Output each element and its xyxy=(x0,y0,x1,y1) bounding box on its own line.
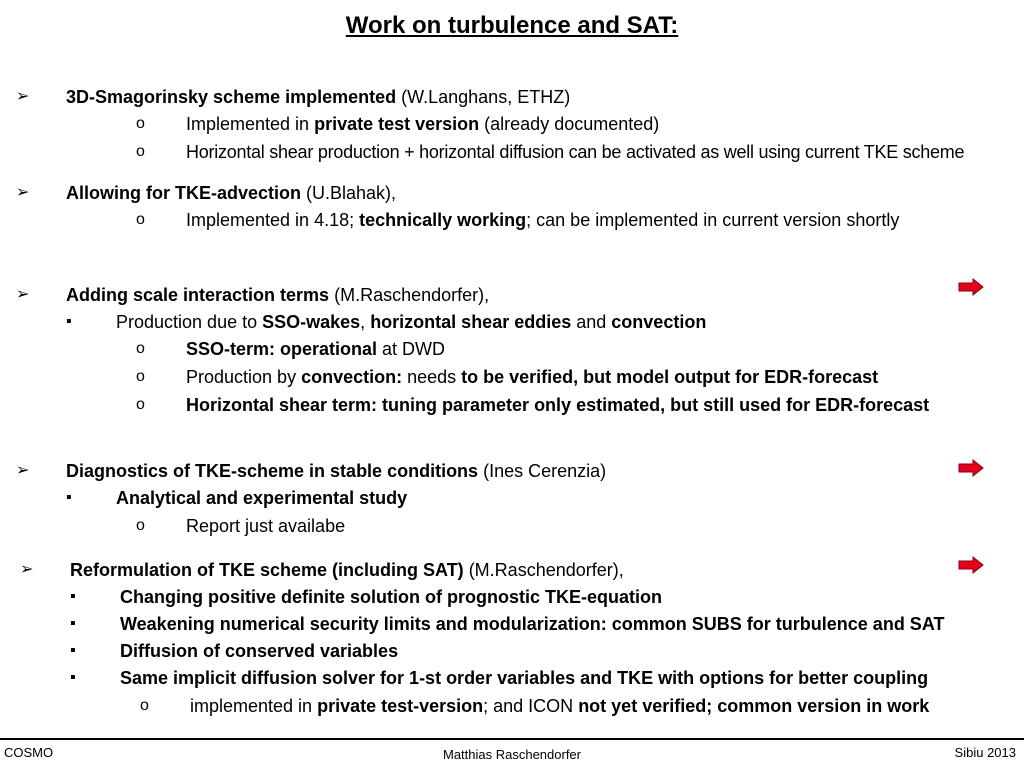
bullet-arrow-marker: ➢ xyxy=(16,462,30,479)
sub-bullet-marker: o xyxy=(140,697,149,714)
section-diagnostics-heading: Diagnostics of TKE-scheme in stable conditions (Ines Cerenzia) xyxy=(66,461,607,481)
right-arrow-icon[interactable] xyxy=(958,459,984,477)
square-bullet-marker: ▪ xyxy=(66,313,72,330)
sub-bullet-marker: o xyxy=(136,396,145,413)
footer-right: Sibiu 2013 xyxy=(954,745,1016,760)
square-bullet-marker: ▪ xyxy=(66,489,72,506)
section-scale-interaction-heading: Adding scale interaction terms (M.Raschendorfer), xyxy=(66,285,490,305)
section-tke-advection-heading: Allowing for TKE-advection (U.Blahak), xyxy=(66,183,397,203)
convection-production-item: Production by convection: needs to be verified, but model output for EDR-forecast xyxy=(186,367,879,387)
smagorinsky-item-2: Horizontal shear production + horizontal diffusion can be activated as well using current TKE scheme xyxy=(186,142,965,162)
sub-bullet-marker: o xyxy=(136,211,145,228)
footer-divider xyxy=(0,738,1024,740)
tke-advection-item-1: Implemented in 4.18; technically working; can be implemented in current version shortly xyxy=(186,210,900,230)
section-smagorinsky-heading: 3D-Smagorinsky scheme implemented (W.Langhans, ETHZ) xyxy=(66,87,571,107)
square-bullet-marker: ▪ xyxy=(70,669,76,686)
sub-bullet-marker: o xyxy=(136,517,145,534)
footer-center: Matthias Raschendorfer xyxy=(442,747,581,762)
analytical-study-item: Analytical and experimental study xyxy=(116,488,408,508)
sub-bullet-marker: o xyxy=(136,115,145,132)
right-arrow-icon[interactable] xyxy=(958,278,984,296)
slide-title: Work on turbulence and SAT: xyxy=(345,12,679,39)
reformulation-status-item: implemented in private test-version; and ICON not yet verified; common version in work xyxy=(190,696,930,716)
square-bullet-marker: ▪ xyxy=(70,588,76,605)
right-arrow-icon[interactable] xyxy=(958,556,984,574)
bullet-arrow-marker: ➢ xyxy=(16,88,30,105)
sub-bullet-marker: o xyxy=(136,340,145,357)
report-item: Report just availabe xyxy=(186,516,346,536)
sub-bullet-marker: o xyxy=(136,143,145,160)
reformulation-item-1: Changing positive definite solution of prognostic TKE-equation xyxy=(120,587,662,607)
reformulation-item-2: Weakening numerical security limits and modularization: common SUBS for turbulence and SAT xyxy=(120,614,945,634)
horizontal-shear-item: Horizontal shear term: tuning parameter only estimated, but still used for EDR-forecast xyxy=(186,395,930,415)
square-bullet-marker: ▪ xyxy=(70,615,76,632)
scale-interaction-production-line: Production due to SSO-wakes, horizontal shear eddies and convection xyxy=(116,312,707,332)
sso-term-item: SSO-term: operational at DWD xyxy=(186,339,446,359)
bullet-arrow-marker: ➢ xyxy=(16,184,30,201)
sub-bullet-marker: o xyxy=(136,368,145,385)
reformulation-item-3: Diffusion of conserved variables xyxy=(120,641,399,661)
footer-left: COSMO xyxy=(4,745,54,760)
smagorinsky-item-1: Implemented in private test version (already documented) xyxy=(186,114,660,134)
reformulation-item-4: Same implicit diffusion solver for 1-st order variables and TKE with options for better coupling xyxy=(120,668,929,688)
bullet-arrow-marker: ➢ xyxy=(20,561,34,578)
square-bullet-marker: ▪ xyxy=(70,642,76,659)
bullet-arrow-marker: ➢ xyxy=(16,286,30,303)
section-reformulation-heading: Reformulation of TKE scheme (including SAT) (M.Raschendorfer), xyxy=(70,560,624,580)
